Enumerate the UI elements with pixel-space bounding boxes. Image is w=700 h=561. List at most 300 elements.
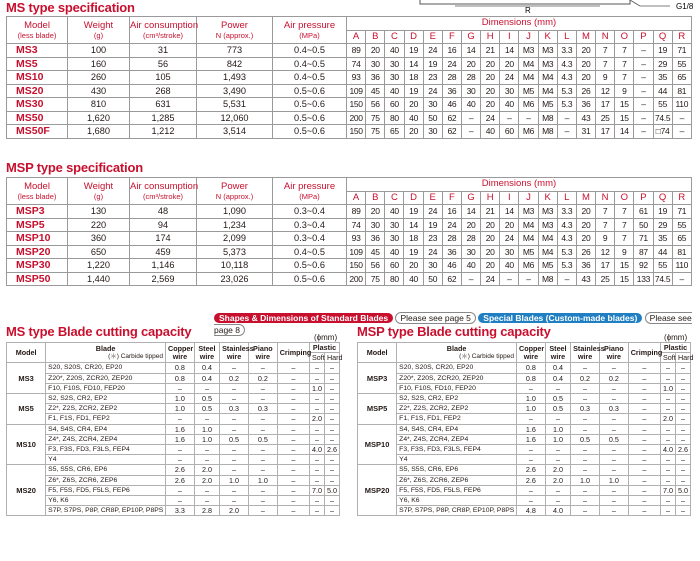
power-value: 3,490: [197, 84, 273, 98]
dimension-value: 19: [404, 44, 423, 58]
spec-row: [7, 272, 692, 286]
dimension-value: 9: [615, 245, 634, 259]
capacity-value: 0.2: [248, 373, 277, 383]
blade-names: S4, S4S, CR4, EP4: [397, 424, 517, 434]
blade-model: MSP3: [358, 363, 397, 394]
blade-header-crimping: Crimping: [628, 343, 660, 363]
ms-spec-table: [6, 16, 692, 139]
blade-model: MS20: [7, 465, 46, 516]
capacity-value: –: [660, 506, 675, 516]
capacity-value: 1.0: [545, 424, 570, 434]
capacity-value: –: [248, 414, 277, 424]
model-name: MSP50: [7, 272, 68, 286]
power-value: 23,026: [197, 272, 273, 286]
pressure-value: 0.5~0.6: [273, 125, 347, 139]
blade-row: [7, 363, 340, 373]
dimension-value: 43: [576, 111, 595, 125]
spec-row: [7, 259, 692, 273]
capacity-value: –: [675, 373, 690, 383]
dimension-value: 75: [366, 272, 385, 286]
dimension-value: 21: [481, 44, 500, 58]
dim-letter: I: [500, 191, 519, 205]
dimension-value: M5: [519, 84, 538, 98]
capacity-value: –: [675, 496, 690, 506]
dimension-value: M5: [538, 259, 557, 273]
capacity-value: 1.0: [166, 404, 195, 414]
capacity-value: –: [545, 455, 570, 465]
special-blades-link[interactable]: Special Blades (Custom-made blades): [478, 313, 642, 323]
pressure-value: 0.3~0.4: [273, 205, 347, 219]
dimension-value: 3.3: [557, 44, 576, 58]
capacity-value: 0.5: [194, 393, 219, 403]
dimension-value: 89: [347, 44, 366, 58]
blade-row: [358, 373, 691, 383]
dimension-value: 89: [347, 205, 366, 219]
capacity-value: –: [277, 373, 309, 383]
capacity-value: –: [628, 414, 660, 424]
capacity-value: –: [220, 455, 249, 465]
capacity-value: 2.6: [324, 445, 339, 455]
blade-row: [358, 414, 691, 424]
pressure-value: 0.3~0.4: [273, 232, 347, 246]
dimension-value: 62: [442, 125, 461, 139]
capacity-value: –: [248, 445, 277, 455]
capacity-value: –: [628, 475, 660, 485]
capacity-value: –: [309, 373, 324, 383]
header-weight: [68, 178, 130, 205]
capacity-value: –: [324, 475, 339, 485]
dimension-value: 30: [423, 259, 442, 273]
dim-letter: F: [442, 30, 461, 44]
blade-names: S7P, S7PS, P8P, CR8P, EP10P, P8PS: [46, 506, 166, 516]
capacity-value: –: [545, 496, 570, 506]
dimension-value: 20: [576, 71, 595, 85]
blade-row: [7, 455, 340, 465]
model-name: MS30: [7, 98, 68, 112]
dimension-value: 5.3: [557, 259, 576, 273]
header-model-label: Model: [24, 20, 50, 31]
blade-names: Z2*, Z2S, ZCR2, ZEP2: [46, 404, 166, 414]
dim-letter: J: [519, 30, 538, 44]
blade-names: F1, F1S, FD1, FEP2: [397, 414, 517, 424]
capacity-value: –: [277, 424, 309, 434]
weight-value: 100: [68, 44, 130, 58]
dimension-value: –: [634, 98, 653, 112]
header-power-unit: N (approx.): [215, 192, 254, 201]
dimension-value: 60: [385, 98, 404, 112]
capacity-value: 4.0: [545, 506, 570, 516]
blade-row: [358, 404, 691, 414]
blade-row: [7, 475, 340, 485]
blade-row: [7, 404, 340, 414]
standard-blades-link[interactable]: Shapes & Dimensions of Standard Blades: [214, 313, 393, 323]
dimension-value: 7: [615, 218, 634, 232]
dimension-value: –: [557, 125, 576, 139]
dimension-value: 50: [423, 272, 442, 286]
capacity-value: 7.0: [309, 485, 324, 495]
pressure-value: 0.4~0.5: [273, 245, 347, 259]
capacity-value: 4.0: [660, 445, 675, 455]
capacity-value: –: [660, 475, 675, 485]
capacity-value: 1.0: [194, 424, 219, 434]
capacity-value: –: [571, 424, 600, 434]
dimension-value: 75: [366, 111, 385, 125]
dimension-value: 19: [423, 57, 442, 71]
capacity-value: 2.0: [194, 465, 219, 475]
dimension-value: 28: [461, 71, 480, 85]
capacity-value: –: [220, 485, 249, 495]
dimension-value: 5.3: [557, 98, 576, 112]
capacity-value: –: [545, 485, 570, 495]
dimension-value: –: [634, 71, 653, 85]
weight-value: 220: [68, 218, 130, 232]
ms-spec-title: MS type specification: [6, 0, 135, 15]
dimension-value: 12: [596, 245, 615, 259]
blade-names: Y6, K6: [46, 496, 166, 506]
dimension-value: 5.3: [557, 84, 576, 98]
pressure-value: 0.4~0.5: [273, 57, 347, 71]
capacity-value: –: [166, 414, 195, 424]
dimension-value: M4: [538, 84, 557, 98]
capacity-value: –: [277, 455, 309, 465]
capacity-value: –: [517, 455, 546, 465]
dimension-value: 110: [672, 98, 691, 112]
weight-value: 360: [68, 232, 130, 246]
dimension-value: M4: [519, 57, 538, 71]
blade-row: [358, 506, 691, 516]
dimension-value: 40: [500, 98, 519, 112]
capacity-value: 1.0: [220, 475, 249, 485]
dimension-value: M8: [538, 111, 557, 125]
dimension-value: 24: [423, 205, 442, 219]
capacity-value: 2.6: [675, 445, 690, 455]
dimension-value: 75: [366, 125, 385, 139]
dim-letter: B: [366, 30, 385, 44]
dimension-value: 43: [576, 272, 595, 286]
header-pressure-label: Air pressure: [283, 20, 336, 31]
dimension-value: M8: [538, 125, 557, 139]
dim-letter: M: [576, 30, 595, 44]
dimension-value: M3: [519, 205, 538, 219]
dimension-value: 24: [500, 232, 519, 246]
dimension-value: 40: [385, 205, 404, 219]
dimension-value: 12: [596, 84, 615, 98]
capacity-value: –: [194, 414, 219, 424]
weight-value: 130: [68, 205, 130, 219]
dimension-value: 80: [385, 272, 404, 286]
capacity-value: 3.3: [166, 506, 195, 516]
capacity-value: 2.6: [517, 475, 546, 485]
dimension-value: 20: [481, 57, 500, 71]
dimension-value: 24: [423, 44, 442, 58]
blade-names: F5, F5S, FD5, F5LS, FEP6: [46, 485, 166, 495]
capacity-value: 0.5: [571, 434, 600, 444]
dimension-value: 16: [442, 44, 461, 58]
capacity-value: –: [660, 496, 675, 506]
capacity-value: 2.6: [166, 465, 195, 475]
header-model-unit: (less blade): [17, 31, 57, 40]
dimension-value: 87: [634, 245, 653, 259]
capacity-value: 1.0: [571, 475, 600, 485]
special-blades-page[interactable]: Please see page 8: [214, 313, 692, 335]
dimension-value: M4: [519, 232, 538, 246]
capacity-value: 1.0: [194, 434, 219, 444]
blade-row: [358, 424, 691, 434]
dim-letter: N: [596, 30, 615, 44]
capacity-value: 1.6: [166, 424, 195, 434]
pressure-value: 0.3~0.4: [273, 218, 347, 232]
dimension-value: 30: [500, 245, 519, 259]
dimension-value: 35: [653, 71, 672, 85]
capacity-value: 2.0: [220, 506, 249, 516]
header-air-unit: (cm³/stroke): [143, 192, 183, 201]
blade-names: Z6*, Z6S, ZCR6, ZEP6: [46, 475, 166, 485]
dimension-value: 61: [634, 205, 653, 219]
blade-names: Z4*, Z4S, ZCR4, ZEP4: [46, 434, 166, 444]
dimension-value: 17: [596, 125, 615, 139]
blade-header-hard: Hard: [324, 353, 339, 363]
dimension-value: 17: [596, 259, 615, 273]
power-value: 12,060: [197, 111, 273, 125]
dim-letter: Q: [653, 191, 672, 205]
header-power: [197, 17, 273, 44]
dimension-value: 60: [500, 125, 519, 139]
header-dimensions: Dimensions (mm): [347, 178, 692, 192]
capacity-value: –: [277, 506, 309, 516]
dimension-value: 24: [442, 218, 461, 232]
capacity-value: –: [660, 393, 675, 403]
blade-header-hard: Hard: [675, 353, 690, 363]
dimension-value: 150: [347, 259, 366, 273]
capacity-value: –: [660, 465, 675, 475]
dim-letter: P: [634, 30, 653, 44]
capacity-value: 0.8: [517, 363, 546, 373]
power-value: 1,493: [197, 71, 273, 85]
blade-header-piano: Piano wire: [248, 343, 277, 363]
capacity-value: –: [324, 414, 339, 424]
blade-header-blade-label: Blade: [446, 343, 467, 353]
dimension-value: 20: [461, 218, 480, 232]
dim-letter: K: [538, 191, 557, 205]
dimension-value: 19: [404, 205, 423, 219]
dimension-value: 56: [366, 259, 385, 273]
power-value: 1,090: [197, 205, 273, 219]
capacity-value: –: [220, 383, 249, 393]
dimension-value: 23: [423, 232, 442, 246]
spec-row: [7, 44, 692, 58]
dimension-value: 30: [461, 84, 480, 98]
dimension-value: –: [519, 111, 538, 125]
capacity-value: –: [628, 445, 660, 455]
blade-row: [358, 363, 691, 373]
capacity-value: –: [599, 465, 628, 475]
capacity-value: 2.0: [309, 414, 324, 424]
blade-names: Z20*, Z20S, ZCR20, ZEP20: [397, 373, 517, 383]
header-power: [197, 178, 273, 205]
dimension-value: 35: [653, 232, 672, 246]
dimension-value: M3: [538, 44, 557, 58]
capacity-value: –: [220, 496, 249, 506]
capacity-value: –: [248, 383, 277, 393]
blade-header-blade: [397, 343, 517, 363]
msp-blade-title: MSP type Blade cutting capacity: [357, 324, 551, 339]
dimension-value: 20: [576, 57, 595, 71]
blade-header-model: Model: [358, 343, 397, 363]
dimension-value: 36: [576, 259, 595, 273]
dim-letter: O: [615, 30, 634, 44]
weight-value: 260: [68, 71, 130, 85]
capacity-value: –: [675, 475, 690, 485]
blade-names: Z4*, Z4S, ZCR4, ZEP4: [397, 434, 517, 444]
dimension-value: 36: [442, 84, 461, 98]
dimension-value: 40: [481, 125, 500, 139]
dimension-value: M6: [519, 125, 538, 139]
blade-header-blade-label: Blade: [95, 343, 116, 353]
capacity-value: –: [324, 363, 339, 373]
dimension-value: 29: [653, 57, 672, 71]
dimension-value: 24: [423, 84, 442, 98]
header-air: [130, 17, 197, 44]
capacity-value: –: [248, 363, 277, 373]
dimension-value: M3: [538, 218, 557, 232]
header-weight-unit: (g): [93, 192, 104, 201]
blade-header-plastic: Plastic: [660, 343, 690, 353]
capacity-value: 0.2: [599, 373, 628, 383]
blade-row: [7, 434, 340, 444]
blade-row: [358, 445, 691, 455]
capacity-value: 4.0: [309, 445, 324, 455]
blade-header-stainless: Stainless wire: [220, 343, 249, 363]
capacity-value: –: [675, 465, 690, 475]
blade-names: S4, S4S, CR4, EP4: [46, 424, 166, 434]
power-value: 1,234: [197, 218, 273, 232]
dimension-value: 65: [672, 71, 691, 85]
capacity-value: –: [628, 434, 660, 444]
capacity-value: 1.0: [660, 383, 675, 393]
dimension-value: 31: [576, 125, 595, 139]
dimension-value: 30: [366, 57, 385, 71]
dimension-value: 45: [366, 84, 385, 98]
capacity-value: 7.0: [660, 485, 675, 495]
dimension-value: M8: [538, 272, 557, 286]
capacity-value: –: [675, 404, 690, 414]
dim-letter: F: [442, 191, 461, 205]
blade-row: [358, 496, 691, 506]
weight-value: 1,680: [68, 125, 130, 139]
air-value: 56: [130, 57, 197, 71]
blade-names: S2, S2S, CR2, EP2: [397, 393, 517, 403]
dimension-value: –: [672, 272, 691, 286]
standard-blades-page[interactable]: Please see page 5: [395, 312, 475, 324]
power-value: 842: [197, 57, 273, 71]
capacity-value: –: [166, 383, 195, 393]
dimension-value: 7: [596, 205, 615, 219]
dimension-value: 45: [366, 245, 385, 259]
capacity-value: –: [571, 506, 600, 516]
dimension-value: 109: [347, 84, 366, 98]
drawing-r-label: R: [525, 6, 531, 15]
dim-letter: K: [538, 30, 557, 44]
blade-header-plastic: Plastic: [309, 343, 339, 353]
dimension-value: 5.3: [557, 245, 576, 259]
capacity-value: 1.6: [517, 424, 546, 434]
blade-names: F10, F10S, FD10, FEP20: [397, 383, 517, 393]
blade-row: [7, 373, 340, 383]
dimension-value: 4.3: [557, 57, 576, 71]
capacity-value: –: [324, 506, 339, 516]
capacity-value: 0.4: [194, 373, 219, 383]
weight-value: 1,220: [68, 259, 130, 273]
capacity-value: –: [675, 434, 690, 444]
dimension-value: 40: [385, 84, 404, 98]
capacity-value: –: [599, 393, 628, 403]
capacity-value: –: [324, 393, 339, 403]
blade-names: S5, S5S, CR6, EP6: [397, 465, 517, 475]
capacity-value: –: [599, 445, 628, 455]
dimension-value: M3: [538, 205, 557, 219]
dimension-value: M4: [538, 71, 557, 85]
header-pressure-unit: (MPa): [299, 192, 320, 201]
capacity-value: –: [628, 373, 660, 383]
dimension-value: 24: [481, 111, 500, 125]
dimension-value: 9: [596, 232, 615, 246]
dimension-value: 30: [366, 218, 385, 232]
dimension-value: 7: [596, 57, 615, 71]
dimension-value: 24: [481, 272, 500, 286]
dimension-value: 25: [596, 272, 615, 286]
dimension-value: 24: [500, 71, 519, 85]
blade-row: [358, 475, 691, 485]
dim-letter: E: [423, 30, 442, 44]
model-name: MS50: [7, 111, 68, 125]
dimension-value: 62: [442, 111, 461, 125]
air-value: 459: [130, 245, 197, 259]
dimension-value: 14: [500, 205, 519, 219]
capacity-value: –: [628, 485, 660, 495]
dimension-value: 20: [481, 71, 500, 85]
dim-letter: O: [615, 191, 634, 205]
capacity-value: –: [517, 485, 546, 495]
capacity-value: –: [324, 383, 339, 393]
dimension-value: 4.3: [557, 232, 576, 246]
capacity-value: –: [309, 404, 324, 414]
capacity-value: –: [675, 383, 690, 393]
capacity-value: –: [166, 485, 195, 495]
dimension-value: –: [557, 272, 576, 286]
air-value: 2,569: [130, 272, 197, 286]
dim-letter: R: [672, 30, 691, 44]
dimension-value: 20: [576, 44, 595, 58]
capacity-value: –: [517, 414, 546, 424]
dimension-value: 20: [404, 98, 423, 112]
dimension-value: 14: [615, 125, 634, 139]
blade-names: Y6, K6: [397, 496, 517, 506]
capacity-value: 0.5: [545, 393, 570, 403]
dim-letter: Q: [653, 30, 672, 44]
dim-letter: D: [404, 191, 423, 205]
capacity-value: 0.4: [545, 373, 570, 383]
capacity-value: –: [220, 414, 249, 424]
ms-blade-table: [6, 342, 343, 516]
capacity-value: 5.0: [324, 485, 339, 495]
dimension-value: M6: [519, 98, 538, 112]
dimension-value: 55: [653, 98, 672, 112]
capacity-value: –: [571, 455, 600, 465]
blade-row: [358, 383, 691, 393]
air-value: 1,146: [130, 259, 197, 273]
capacity-value: –: [324, 455, 339, 465]
header-air: [130, 178, 197, 205]
